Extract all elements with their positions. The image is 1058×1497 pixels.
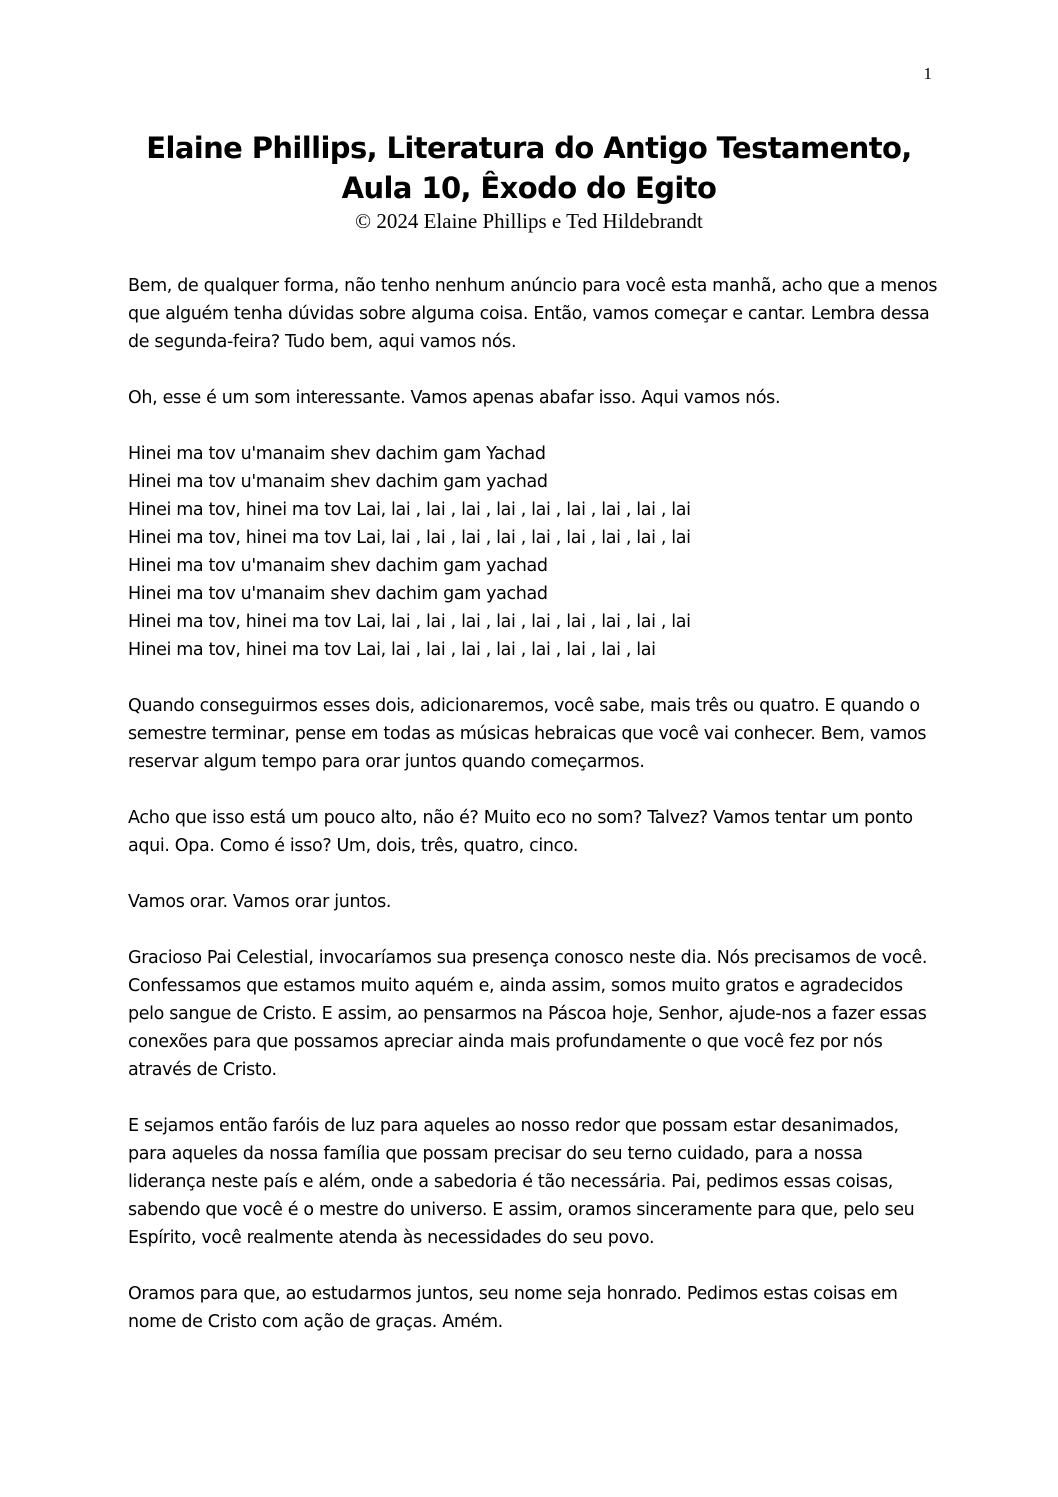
prayer-paragraph: Gracioso Pai Celestial, invocaríamos sua presença conosco neste dia. Nós precisamos de você. Confessamos que estamos muito aquém e, ainda assim, somos muito gratos e agradecidos pelo sangue de Cristo. E assim, ao pensarmos na Páscoa hoje, Senhor, ajude-nos a fazer essas conexões para que possamos apreciar ainda mais profundamente o que você fez por nós através de Cristo. [128,948,928,1080]
paragraph: Bem, de qualquer forma, não tenho nenhum anúncio para você esta manhã, acho que a menos que alguém tenha dúvidas sobre alguma coisa. Então, vamos começar e cantar. Lembra dessa de segunda-feira? Tudo bem, aqui vamos nós. [128,276,938,352]
lyric-line: Hinei ma tov u'manaim shev dachim gam Yachad [128,444,546,464]
document-title-line-2: Aula 10, Êxodo do Egito [341,171,717,205]
lyric-line: Hinei ma tov u'manaim shev dachim gam yachad [128,472,548,492]
page-number: 1 [923,64,932,83]
prayer-paragraph: Oramos para que, ao estudarmos juntos, seu nome seja honrado. Pedimos estas coisas em nome de Cristo com ação de graças. Amém. [128,1284,898,1332]
lyric-line: Hinei ma tov, hinei ma tov Lai, lai , lai , lai , lai , lai , lai , lai , lai , lai [128,612,691,632]
document-body [128,272,938,1364]
lyric-line: Hinei ma tov, hinei ma tov Lai, lai , lai , lai , lai , lai , lai , lai , lai , lai [128,500,691,520]
copyright-notice: © 2024 Elaine Phillips e Ted Hildebrandt [355,209,703,233]
document-title-line-1: Elaine Phillips, Literatura do Antigo Testamento, [146,131,912,165]
song-lyrics [128,440,938,664]
paragraph: Acho que isso está um pouco alto, não é? Muito eco no som? Talvez? Vamos tentar um ponto aqui. Opa. Como é isso? Um, dois, três, quatro, cinco. [128,808,913,856]
lyric-line: Hinei ma tov, hinei ma tov Lai, lai , lai , lai , lai , lai , lai , lai , lai , lai [128,528,691,548]
title-block [0,128,1058,234]
lyric-line: Hinei ma tov u'manaim shev dachim gam yachad [128,584,548,604]
lyric-line: Hinei ma tov u'manaim shev dachim gam yachad [128,556,548,576]
prayer-paragraph: E sejamos então faróis de luz para aqueles ao nosso redor que possam estar desanimados, para aqueles da nossa família que possam precisar do seu terno cuidado, para a nossa liderança neste país e além, onde a sabedoria é tão necessária. Pai, pedimos essas coisas, sabendo que você é o mestre do universo. E assim, oramos sinceramente para que, pelo seu Espírito, você realmente atenda às necessidades do seu povo. [128,1116,915,1248]
paragraph: Vamos orar. Vamos orar juntos. [128,892,392,912]
paragraph: Quando conseguirmos esses dois, adicionaremos, você sabe, mais três ou quatro. E quando o semestre terminar, pense em todas as músicas hebraicas que você vai conhecer. Bem, vamos reservar algum tempo para orar juntos quando começarmos. [128,696,927,772]
lyric-line: Hinei ma tov, hinei ma tov Lai, lai , lai , lai , lai , lai , lai , lai , lai [128,640,656,660]
paragraph: Oh, esse é um som interessante. Vamos apenas abafar isso. Aqui vamos nós. [128,388,781,408]
